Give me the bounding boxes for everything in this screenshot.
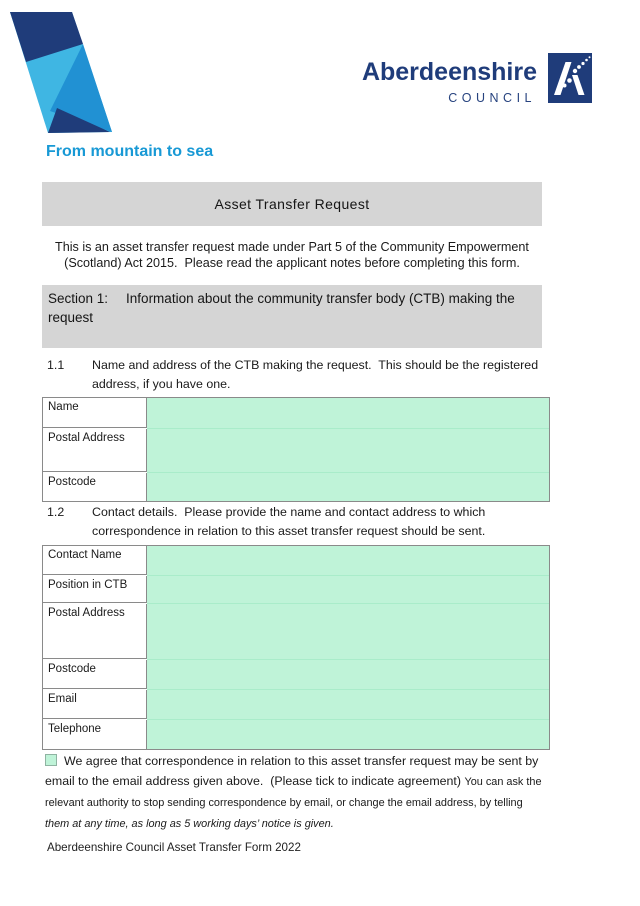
question-1-1 (47, 356, 544, 394)
ctb-postal-address-label: Postal Address (43, 429, 147, 472)
council-tagline: From mountain to sea (46, 143, 214, 160)
council-a-badge-icon (548, 53, 592, 103)
contact-details-table (42, 545, 550, 750)
agreement-main-text: We agree that correspondence in relation to this asset transfer request may be sent by email to the email address given above. (Please tick to indicate agreement) (45, 754, 542, 788)
ctb-name-label: Name (43, 398, 147, 428)
telephone-field[interactable] (147, 720, 549, 749)
contact-postal-address-label: Postal Address (43, 604, 147, 659)
table-row (43, 604, 549, 660)
ctb-name-field[interactable] (147, 398, 549, 429)
agreement-note-text: You can ask the relevant authority to stop sending correspondence by email, or change the email address, by telling (45, 776, 545, 809)
ctb-address-table (42, 397, 550, 502)
question-1-2 (47, 503, 544, 541)
agreement-checkbox[interactable] (45, 754, 57, 766)
intro-paragraph: This is an asset transfer request made under Part 5 of the Community Empowerment (Scotland) Act 2015. Please read the applicant notes before completing this form. (55, 240, 533, 270)
ctb-postal-address-field[interactable] (147, 429, 549, 473)
email-field[interactable] (147, 690, 549, 720)
table-row (43, 690, 549, 720)
contact-postcode-label: Postcode (43, 660, 147, 689)
question-1-1-number: 1.1 (47, 358, 65, 372)
section-1-label: Section 1: (48, 291, 109, 306)
form-title-bar (42, 182, 542, 226)
email-agreement-paragraph (45, 751, 548, 834)
contact-name-label: Contact Name (43, 546, 147, 575)
ctb-postcode-field[interactable] (147, 473, 549, 501)
table-row (43, 473, 549, 501)
contact-postal-address-field[interactable] (147, 604, 549, 660)
section-1-header (42, 285, 542, 348)
council-brand (362, 60, 537, 105)
council-logo-icon (0, 0, 120, 140)
table-row (43, 429, 549, 473)
contact-postcode-field[interactable] (147, 660, 549, 690)
question-1-2-number: 1.2 (47, 505, 65, 519)
contact-name-field[interactable] (147, 546, 549, 576)
section-1-heading: Information about the community transfer body (CTB) making the request (48, 291, 515, 325)
table-row (43, 546, 549, 576)
ctb-postcode-label: Postcode (43, 473, 147, 501)
question-1-2-text: Contact details. Please provide the name and contact address to which correspondence in relation to this asset transfer request should be sent. (92, 505, 489, 538)
council-brand-subtitle: COUNCIL (448, 91, 536, 105)
email-label: Email (43, 690, 147, 719)
table-row (43, 576, 549, 604)
position-in-ctb-field[interactable] (147, 576, 549, 604)
table-row (43, 720, 549, 749)
position-in-ctb-label: Position in CTB (43, 576, 147, 603)
council-brand-name: Aberdeenshire (361, 58, 537, 86)
agreement-note-italic-text: them at any time, as long as 5 working days’ notice is given. (45, 818, 334, 830)
page-footer: Aberdeenshire Council Asset Transfer Form 2022 (47, 841, 301, 854)
form-title: Asset Transfer Request (214, 196, 370, 212)
table-row (43, 660, 549, 690)
table-row (43, 398, 549, 429)
telephone-label: Telephone (43, 720, 147, 749)
question-1-1-text: Name and address of the CTB making the request. This should be the registered address, if you have one. (92, 358, 542, 391)
